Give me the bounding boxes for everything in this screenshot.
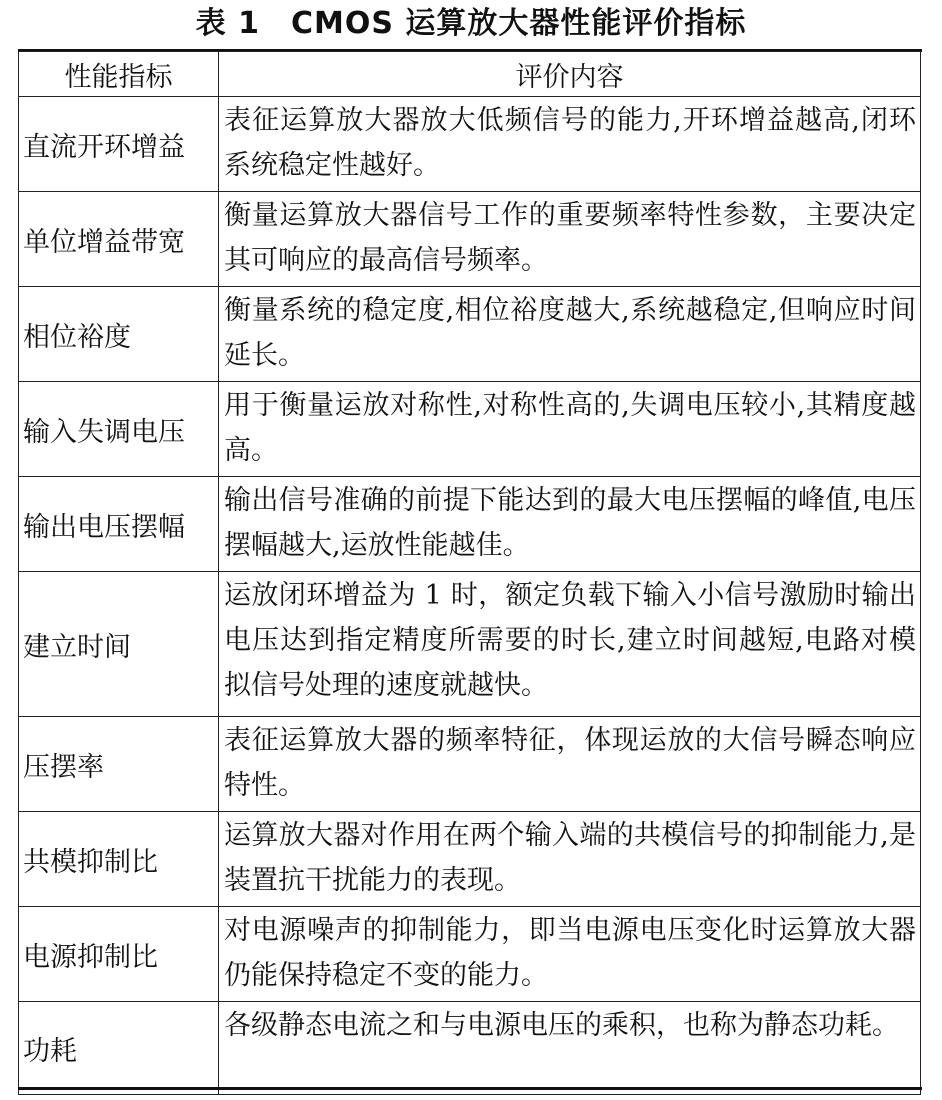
table-row <box>19 907 921 1002</box>
table-row <box>19 477 921 572</box>
metric-name: 相位裕度 <box>19 287 219 382</box>
metric-description: 输出信号准确的前提下能达到的最大电压摆幅的峰值,电压摆幅越大,运放性能越佳。 <box>219 477 921 572</box>
metric-name: 共模抑制比 <box>19 812 219 907</box>
table-bottom-rule <box>18 1087 922 1090</box>
metric-name: 直流开环增益 <box>19 97 219 192</box>
table-row <box>19 192 921 287</box>
metric-description: 对电源噪声的抑制能力，即当电源电压变化时运算放大器仍能保持稳定不变的能力。 <box>219 907 921 1002</box>
metric-description: 衡量系统的稳定度,相位裕度越大,系统越稳定,但响应时间延长。 <box>219 287 921 382</box>
table-caption: 表 1 CMOS 运算放大器性能评价指标 <box>195 6 747 41</box>
metric-description: 各级静态电流之和与电源电压的乘积，也称为静态功耗。 <box>219 1002 921 1095</box>
metric-name: 建立时间 <box>19 572 219 717</box>
metric-description: 表征运算放大器放大低频信号的能力,开环增益越高,闭环系统稳定性越好。 <box>219 97 921 192</box>
metric-name: 电源抑制比 <box>19 907 219 1002</box>
header-row <box>19 52 921 97</box>
metric-description: 运算放大器对作用在两个输入端的共模信号的抑制能力,是装置抗干扰能力的表现。 <box>219 812 921 907</box>
metrics-table <box>18 51 921 1095</box>
metric-name: 单位增益带宽 <box>19 192 219 287</box>
table-row <box>19 717 921 812</box>
metric-name: 功耗 <box>19 1002 219 1095</box>
table-row <box>19 812 921 907</box>
metric-name: 压摆率 <box>19 717 219 812</box>
table-row <box>19 97 921 192</box>
metric-name: 输入失调电压 <box>19 382 219 477</box>
table-row <box>19 572 921 717</box>
table-row <box>19 1002 921 1095</box>
header-metric: 性能指标 <box>19 52 219 97</box>
table-row <box>19 287 921 382</box>
metric-name: 输出电压摆幅 <box>19 477 219 572</box>
metric-description: 表征运算放大器的频率特征，体现运放的大信号瞬态响应特性。 <box>219 717 921 812</box>
metric-description: 用于衡量运放对称性,对称性高的,失调电压较小,其精度越高。 <box>219 382 921 477</box>
metric-description: 衡量运算放大器信号工作的重要频率特性参数，主要决定其可响应的最高信号频率。 <box>219 192 921 287</box>
header-evaluation: 评价内容 <box>219 52 921 97</box>
table-row <box>19 382 921 477</box>
metric-description: 运放闭环增益为 1 时，额定负载下输入小信号激励时输出电压达到指定精度所需要的时长,建立时间越短,电路对模拟信号处理的速度就越快。 <box>219 572 921 717</box>
